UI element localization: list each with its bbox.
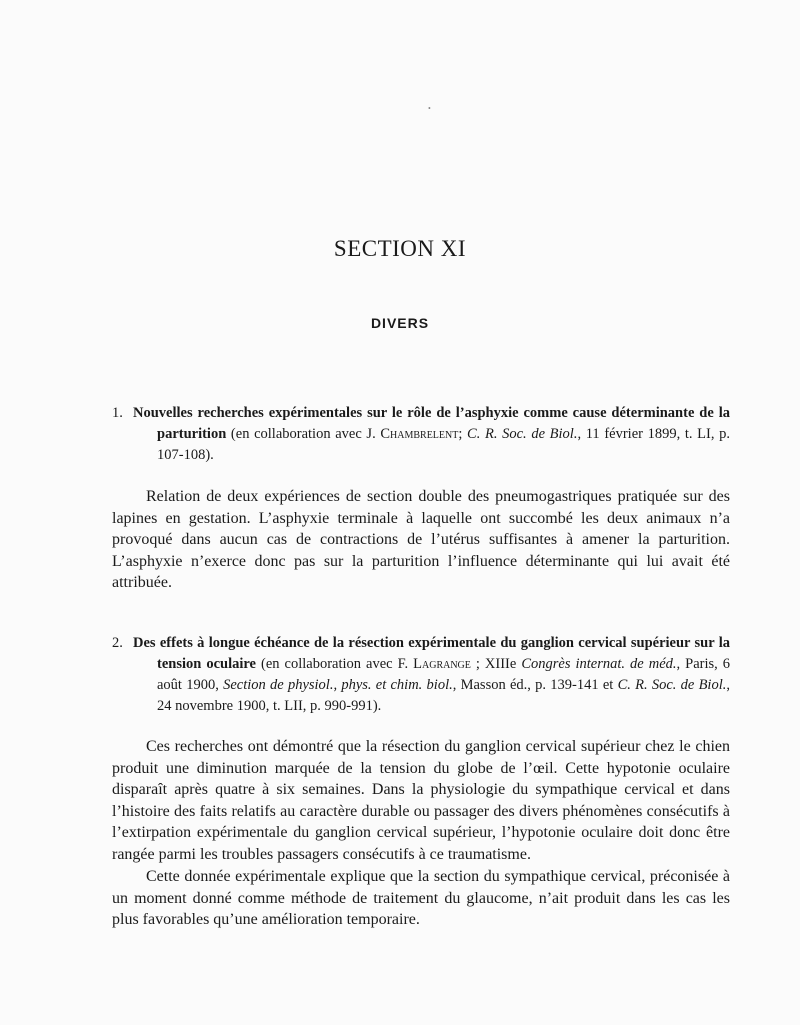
entry-1-collaborator: Chambrelent <box>380 426 459 442</box>
entry-1-journal: C. R. Soc. de Biol. <box>467 426 578 442</box>
entry-1-paragraph-1: Relation de deux expériences de section double des pneumogastriques pratiquée sur des lapines en gestation. L’asphyxie terminale à laquelle ont succombé les deux animaux n’a provoqué dans aucun cas de contractions de l’utérus suffisantes à amener la parturition. L’asphyxie n’exerce donc pas sur la parturition l’influence déterminante qui lui avait été attribuée. <box>112 488 730 591</box>
entry-2-title: Des effets à longue échéance de la résection expérimentale du ganglion cervical supérieur sur la tension oculaire <box>133 635 730 672</box>
entry-2-paragraph-1: Ces recherches ont démontré que la résection du ganglion cervical supérieur chez le chien produit une diminution marquée de la tension du globe de l’œil. Cette hypotonie oculaire disparaît après quatre à six semaines. Dans la physiologie du sympathique cervical et dans l’histoire des faits relatifs au caractère durable ou passager des divers phénomènes consécutifs à l’extirpation expérimentale du ganglion cervical supérieur, l’hypotonie oculaire doit donc être rangée parmi les troubles passagers consécutifs à ce traumatisme. <box>112 738 730 863</box>
entry-2-collab-prefix: (en collaboration avec F. <box>256 656 414 672</box>
entry-2-collaborator: Lagrange <box>413 656 471 672</box>
section-title: SECTION XI <box>333 236 467 261</box>
entry-1-title: Nouvelles recherches expérimentales sur le rôle de l’asphyxie comme cause déterminante de la parturition <box>133 405 730 442</box>
entry-2-journal3: C. R. Soc. de Biol. <box>617 677 727 693</box>
entry-1-details: , 11 février 1899, t. LI, p. 107-108). <box>157 426 731 463</box>
entry-2-number: 2. <box>112 635 123 651</box>
subsection-title: DIVERS <box>370 315 430 331</box>
entry-2-part3: , Masson éd., p. 139-141 et <box>452 677 618 693</box>
entry-1-number: 1. <box>112 405 123 421</box>
entry-2-paragraph-2: Cette donnée expérimentale explique que la section du sympathique cervical, préconisée à un moment donné comme méthode de traitement du glaucome, n’ait produit dans les cas les plus favorables qu’une amélioration temporaire. <box>112 868 730 928</box>
entry-1-collab-suffix: ; <box>458 426 468 442</box>
bibliography-entry-2 <box>112 633 730 931</box>
entry-2-details: , 24 novembre 1900, t. LII, p. 990-991). <box>157 677 730 714</box>
entry-1-citation <box>112 403 730 466</box>
entry-2-journal: Congrès internat. de méd. <box>521 656 677 672</box>
entry-2-journal2: Section de physiol., phys. et chim. biol. <box>223 677 453 693</box>
print-speck: • <box>428 104 431 113</box>
entry-2-collab-suffix: ; XIIIe <box>470 656 522 672</box>
entry-1-collab-prefix: (en collaboration avec J. <box>226 426 381 442</box>
bibliography-entry-1 <box>112 403 730 594</box>
entry-2-part2: , Paris, 6 août 1900, <box>157 656 731 693</box>
entry-2-citation <box>112 633 730 717</box>
